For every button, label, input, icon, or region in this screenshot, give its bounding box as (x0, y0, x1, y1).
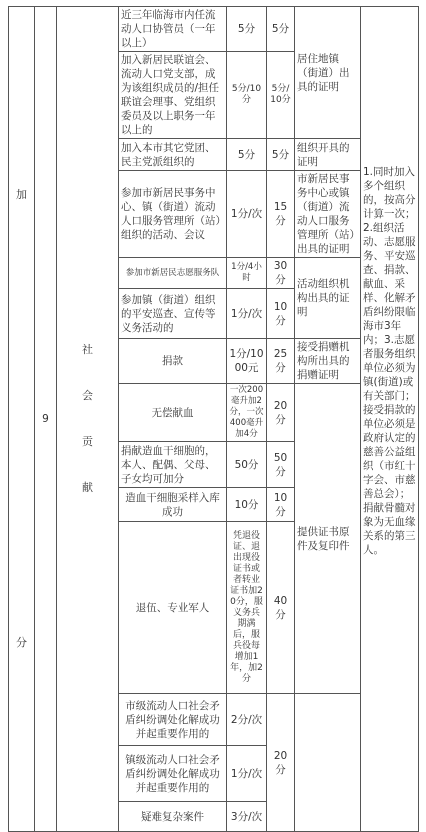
score-cell: 一次200毫升加2分，一次400毫升加4分 (227, 384, 267, 442)
cap-cell: 5分/10分 (267, 52, 295, 139)
category-char: 分 (16, 636, 27, 649)
score-cell: 1分/次 (227, 171, 267, 258)
score-cell: 1分/1000元 (227, 339, 267, 384)
item-cell: 参加市新居民事务中心、镇（街道）流动人口服务管理所（站）组织的活动、会议 (119, 171, 227, 258)
item-cell: 镇级流动人口社会矛盾纠纷调处化解成功并起重要作用的 (119, 746, 227, 802)
item-cell: 加入本市其它党团、民主党派组织的 (119, 139, 227, 171)
notes-cell: 1.同时加入多个组织的，按高分计算一次；2.组织活动、志愿服务、平安巡查、捐款、献血、采样、化解矛盾纠纷限临海市3年内；3.志愿者服务组织单位必须为镇(街道)或有关部门；接受捐款的单位必须是政府认定的慈善公益组织（市红十字会、市慈善总会）；捐献骨髓对象为无血缘关系的第三人。 (361, 7, 419, 832)
cap-cell: 50分 (267, 442, 295, 488)
score-cell: 5分 (227, 7, 267, 52)
score-cell: 1分/4小时 (227, 258, 267, 289)
group-char: 献 (82, 481, 93, 494)
item-cell: 捐款 (119, 339, 227, 384)
cap-cell: 15分 (267, 171, 295, 258)
group-char: 社 (82, 343, 93, 356)
item-cell: 疑难复杂案件 (119, 802, 227, 832)
score-cell: 10分 (227, 488, 267, 522)
item-cell: 造血干细胞采样入库成功 (119, 488, 227, 522)
category-char: 加 (16, 188, 27, 201)
cap-cell: 5分 (267, 7, 295, 52)
group-cell (57, 7, 119, 832)
category-cell (9, 7, 35, 832)
proof-cell: 活动组织机构出具的证明 (295, 258, 361, 339)
score-cell: 1分/次 (227, 746, 267, 802)
score-cell: 5分/10分 (227, 52, 267, 139)
cap-cell: 20分 (267, 384, 295, 442)
item-cell: 市级流动人口社会矛盾纠纷调处化解成功并起重要作用的 (119, 694, 227, 746)
scoring-table (8, 6, 419, 832)
cap-cell: 10分 (267, 488, 295, 522)
proof-cell-empty (295, 694, 361, 832)
score-cell: 凭退役证、退出现役证书或者转业证书加20分，服义务兵期满后，服兵役每增加1年，加2分 (227, 522, 267, 694)
item-cell: 退伍、专业军人 (119, 522, 227, 694)
score-cell: 5分 (227, 139, 267, 171)
proof-cell: 接受捐赠机构所出具的捐赠证明 (295, 339, 361, 384)
item-cell: 参加镇（街道）组织的平安巡查、宣传等义务活动的 (119, 289, 227, 339)
group-char: 会 (82, 389, 93, 402)
score-cell: 1分/次 (227, 289, 267, 339)
item-cell: 捐献造血干细胞的，本人、配偶、父母、子女均可加分 (119, 442, 227, 488)
item-cell: 参加市新居民志愿服务队 (119, 258, 227, 289)
proof-cell: 市新居民事务中心或镇（街道）流动人口服务管理所（站）出具的证明 (295, 171, 361, 258)
cap-cell: 40分 (267, 522, 295, 694)
proof-cell: 提供证书原件及复印件 (295, 384, 361, 694)
cap-cell: 30分 (267, 258, 295, 289)
score-cell: 50分 (227, 442, 267, 488)
proof-cell: 组织开具的证明 (295, 139, 361, 171)
group-char: 贡 (82, 435, 93, 448)
item-cell: 近三年临海市内任流动人口协管员（一年以上） (119, 7, 227, 52)
item-cell: 加入新居民联谊会、流动人口党支部，成为该组织成员的/担任联谊会理事、党组织委员及以上职务一年以上的 (119, 52, 227, 139)
score-cell: 3分/次 (227, 802, 267, 832)
cap-cell: 5分 (267, 139, 295, 171)
item-cell: 无偿献血 (119, 384, 227, 442)
index-cell: 9 (35, 7, 57, 832)
proof-cell: 居住地镇（街道）出具的证明 (295, 7, 361, 139)
cap-cell: 10分 (267, 289, 295, 339)
score-cell: 2分/次 (227, 694, 267, 746)
cap-cell: 25分 (267, 339, 295, 384)
cap-cell: 20分 (267, 694, 295, 832)
